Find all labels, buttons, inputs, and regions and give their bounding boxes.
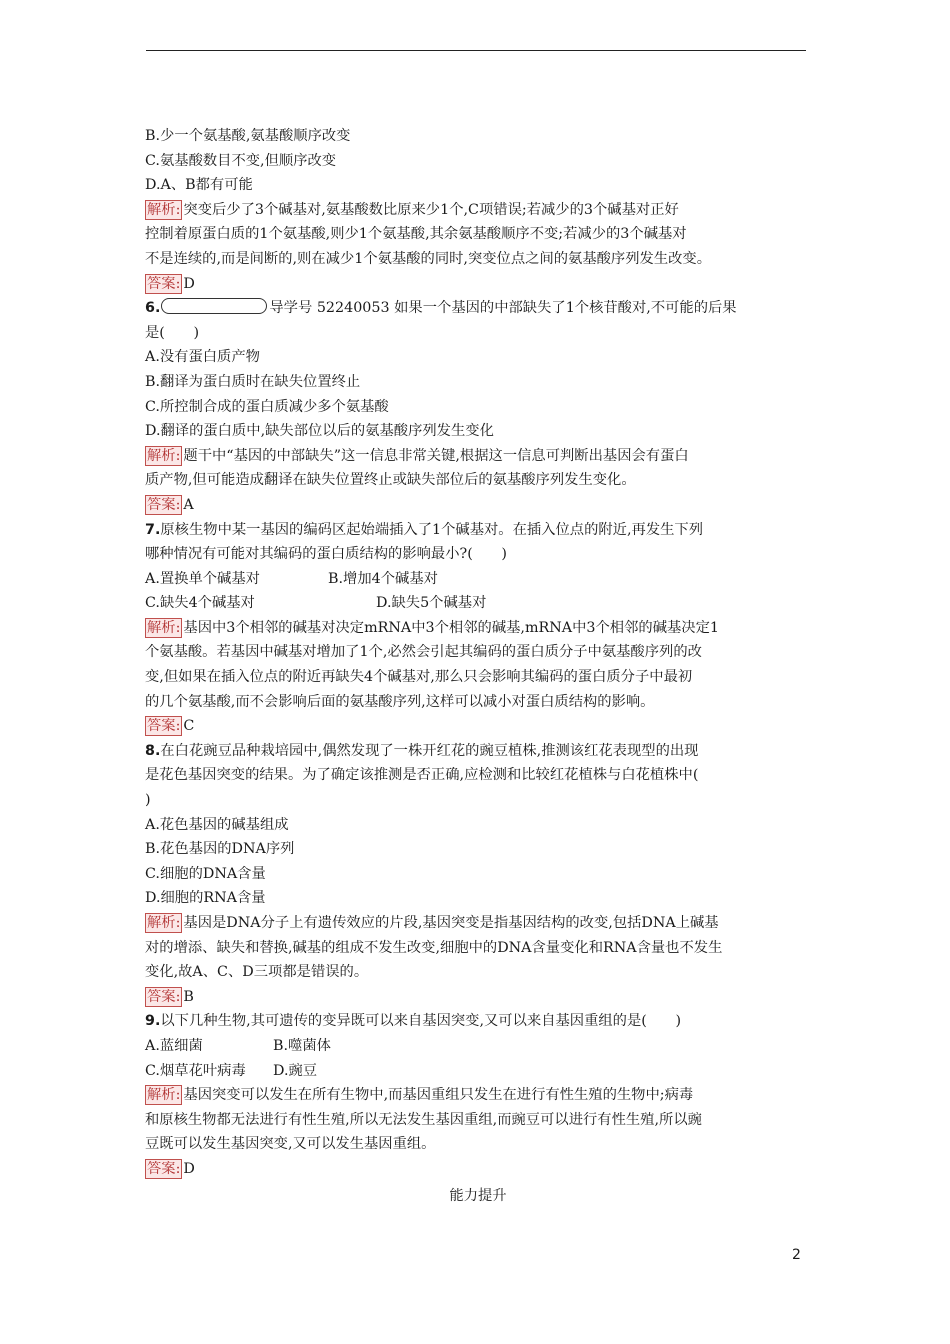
q9-analysis-line: 和原核生物都无法进行有性生殖,所以无法发生基因重组,而豌豆可以进行有性生殖,所以豌 (145, 1111, 702, 1128)
q5-option-b: B.少一个氨基酸,氨基酸顺序改变 (145, 128, 351, 144)
question-number: 9. (145, 1013, 161, 1030)
answer-label: 答案: (147, 275, 181, 292)
q8-analysis-line: 对的增添、缺失和替换,碱基的组成不发生改变,细胞中的DNA含量变化和RNA含量也不发生 (145, 939, 723, 956)
q8-stem: 8.在白花豌豆品种栽培园中,偶然发现了一株开红花的豌豆植株,推测该红花表现型的出现 (145, 742, 699, 759)
q6-stem-cont: 是( ) (145, 324, 200, 341)
q6-option-a: A.没有蛋白质产物 (145, 349, 260, 366)
question-number: 7. (145, 521, 161, 538)
question-number: 6. (145, 300, 161, 317)
q8-option-a: A.花色基因的碱基组成 (145, 816, 289, 833)
q9-option-b: B.噬菌体 (273, 1037, 331, 1054)
q7-stem: 7.原核生物中某一基因的编码区起始端插入了1个碱基对。在插入位点的附近,再发生下列 (145, 521, 704, 538)
q9-option-d: D.豌豆 (273, 1062, 318, 1079)
q9-analysis-line: 解析: 基因突变可以发生在所有生物中,而基因重组只发生在进行有性生殖的生物中;病毒 (147, 1087, 694, 1104)
q6-option-d: D.翻译的蛋白质中,缺失部位以后的氨基酸序列发生变化 (145, 423, 494, 440)
q5-option-c: C.氨基酸数目不变,但顺序改变 (145, 152, 337, 169)
q8-option-c: C.细胞的DNA含量 (145, 865, 266, 882)
analysis-label: 解析: (147, 201, 181, 218)
analysis-label: 解析: (147, 619, 181, 636)
q5-analysis-line: 不是连续的,而是间断的,则在减少1个氨基酸的同时,突变位点之间的氨基酸序列发生改变。 (145, 250, 712, 267)
answer-value: A (183, 496, 194, 513)
answer-label: 答案: (147, 988, 181, 1005)
q7-options-row-2 (145, 591, 811, 616)
answer-label: 答案: (147, 718, 181, 735)
q8-analysis-line: 变化,故A、C、D三项都是错误的。 (145, 964, 369, 981)
q6-option-b: B.翻译为蛋白质时在缺失位置终止 (145, 373, 361, 390)
header-rule (146, 50, 806, 51)
q6-stem: 6. 导学号 52240053 如果一个基因的中部缺失了1个核苷酸对,不可能的后果 (145, 300, 737, 317)
q7-answer (145, 714, 811, 739)
q7-analysis-line: 变,但如果在插入位点的附近再缺失4个碱基对,那么只会影响其编码的蛋白质分子中最初 (145, 669, 693, 686)
q8-analysis-line: 解析: 基因是DNA分子上有遗传效应的片段,基因突变是指基因结构的改变,包括DNA上碱基 (147, 915, 719, 931)
q9-option-c: C.烟草花叶病毒 (145, 1062, 246, 1079)
q8-stem-cont: 是花色基因突变的结果。为了确定该推测是否正确,应检测和比较红花植株与白花植株中( (145, 767, 699, 784)
answer-label: 答案: (147, 496, 181, 513)
q5-analysis-line: 控制着原蛋白质的1个氨基酸,则少1个氨基酸,其余氨基酸顺序不变;若减少的3个碱基对 (145, 226, 687, 243)
q6-analysis-line: 质产物,但可能造成翻译在缺失位置终止或缺失部位后的氨基酸序列发生变化。 (145, 472, 636, 489)
section-title: 能力提升 (449, 1187, 507, 1204)
q9-option-a: A.蓝细菌 (145, 1037, 203, 1054)
q6-answer (145, 493, 811, 518)
q7-option-b: B.增加4个碱基对 (328, 570, 438, 587)
answer-value: C (183, 718, 195, 735)
q8-option-b: B.花色基因的DNA序列 (145, 841, 295, 858)
analysis-label: 解析: (147, 447, 181, 464)
analysis-label: 解析: (147, 1087, 181, 1104)
q8-stem-cont: ) (145, 792, 151, 809)
q7-stem-cont: 哪种情况有可能对其编码的蛋白质结构的影响最小?( ) (145, 546, 507, 563)
q8-option-d: D.细胞的RNA含量 (145, 890, 266, 907)
page-number: 2 (792, 1247, 801, 1263)
q7-option-d: D.缺失5个碱基对 (376, 595, 487, 612)
answer-value: B (183, 988, 194, 1005)
answer-value: D (183, 275, 195, 292)
analysis-label: 解析: (147, 915, 181, 931)
q7-option-a: A.置换单个碱基对 (145, 570, 260, 587)
q7-analysis-line: 个氨基酸。若基因中碱基对增加了1个,必然会引起其编码的蛋白质分子中氨基酸序列的改 (145, 644, 702, 661)
q7-analysis-line: 解析: 基因中3个相邻的碱基对决定mRNA中3个相邻的碱基,mRNA中3个相邻的碱基决定1 (147, 619, 719, 636)
q5-option-d: D.A、B都有可能 (145, 177, 253, 194)
q7-analysis-line: 的几个氨基酸,而不会影响后面的氨基酸序列,这样可以减小对蛋白质结构的影响。 (145, 693, 655, 710)
q6-analysis-line: 解析: 题干中“基因的中部缺失”这一信息非常关键,根据这一信息可判断出基因会有蛋白 (147, 447, 689, 464)
answer-value: D (183, 1160, 195, 1177)
q5-analysis-line: 解析: 突变后少了3个碱基对,氨基酸数比原来少1个,C项错误;若减少的3个碱基对正好 (147, 201, 679, 218)
q7-options-row-1 (145, 567, 811, 592)
page-content (145, 124, 811, 1208)
q9-stem: 9.以下几种生物,其可遗传的变异既可以来自基因突变,又可以来自基因重组的是( ) (145, 1013, 682, 1030)
q6-option-c: C.所控制合成的蛋白质减少多个氨基酸 (145, 398, 389, 415)
question-number: 8. (145, 742, 161, 759)
q8-answer (145, 985, 811, 1010)
q9-answer (145, 1157, 811, 1182)
answer-label: 答案: (147, 1160, 181, 1177)
q9-options-row-2 (145, 1059, 811, 1084)
q5-answer (145, 272, 811, 297)
q9-analysis-line: 豆既可以发生基因突变,又可以发生基因重组。 (145, 1136, 436, 1153)
q9-options-row-1 (145, 1034, 811, 1059)
q7-option-c: C.缺失4个碱基对 (145, 595, 255, 612)
guide-number-box (161, 298, 267, 314)
